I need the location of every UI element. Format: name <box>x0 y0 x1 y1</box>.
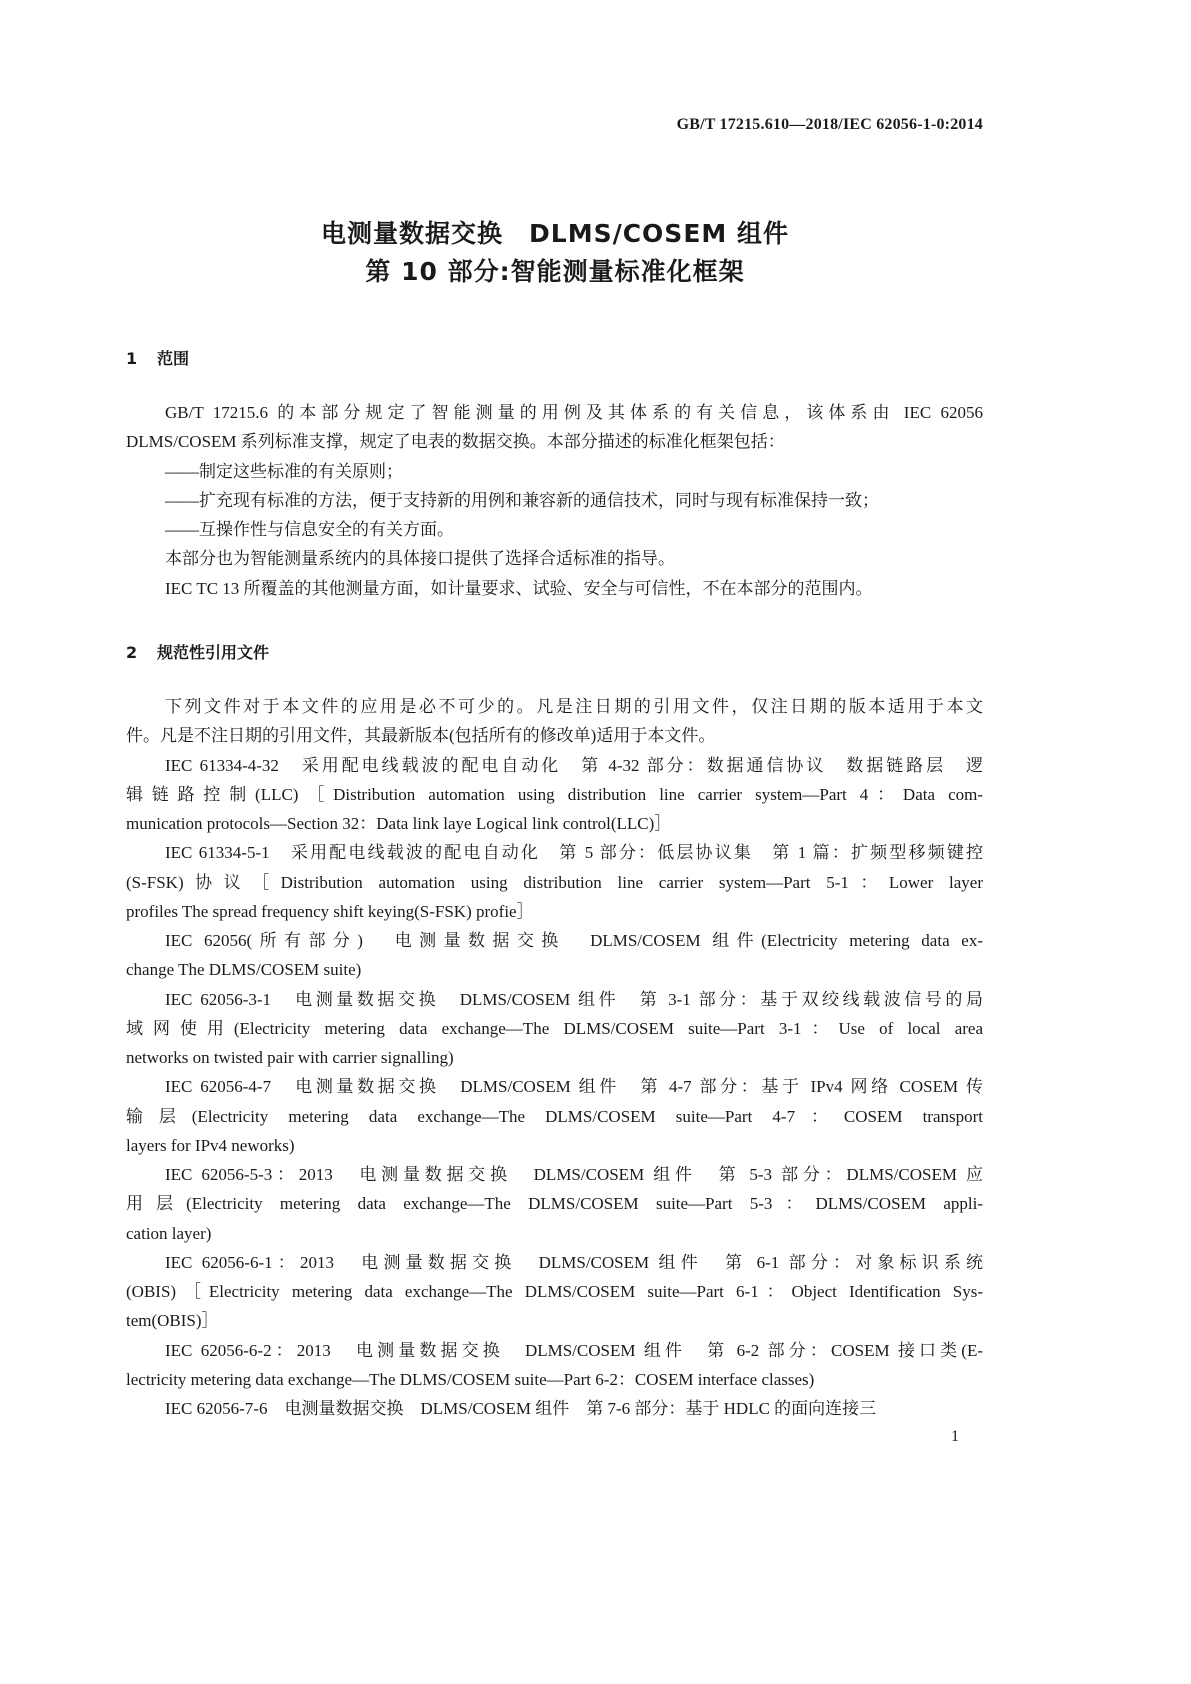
text-line: 下列文件对于本文件的应用是必不可少的。凡是注日期的引用文件，仅注日期的版本适用于本文 <box>165 697 983 716</box>
paragraph <box>126 1160 983 1248</box>
paragraph <box>126 985 983 1073</box>
scope-body <box>126 398 983 603</box>
text-line: 本部分也为智能测量系统内的具体接口提供了选择合适标准的指导。 <box>165 549 675 569</box>
text-line: 域网使用(Electricity metering data exchange—The DLMS/COSEM suite—Part 3-1：Use of local area <box>126 1018 983 1038</box>
text-line: IEC 61334-4-32 采用配电线载波的配电自动化 第 4-32 部分：数据通信协议 数据链路层 逻 <box>165 755 983 775</box>
paragraph <box>126 574 983 603</box>
text-line: layers for IPv4 neworks) <box>126 1135 295 1155</box>
standard-number-header: GB/T 17215.610—2018/IEC 62056-1-0:2014 <box>676 116 983 133</box>
paragraph <box>126 838 983 926</box>
paragraph <box>126 486 983 515</box>
text-line: IEC 62056-5-3：2013 电测量数据交换 DLMS/COSEM 组件 第 5-3 部分：DLMS/COSEM 应 <box>165 1165 983 1184</box>
text-line: IEC 62056-6-1：2013 电测量数据交换 DLMS/COSEM 组件 第 6-1 部分：对象标识系统 <box>165 1252 983 1272</box>
paragraph <box>126 515 983 544</box>
paragraph <box>126 692 983 751</box>
paragraph <box>126 926 983 985</box>
document-title-line-2: 第 10 部分:智能测量标准化框架 <box>365 257 745 286</box>
text-line: (OBIS)［Electricity metering data exchange—The DLMS/COSEM suite—Part 6-1：Object Identification Sys- <box>126 1282 983 1301</box>
document-title-line-1: 电测量数据交换 DLMS/COSEM 组件 <box>321 219 789 248</box>
text-line: IEC 62056-3-1 电测量数据交换 DLMS/COSEM 组件 第 3-1 部分：基于双绞线载波信号的局 <box>165 989 983 1009</box>
paragraph <box>126 457 983 486</box>
text-line: GB/T 17215.6 的本部分规定了智能测量的用例及其体系的有关信息，该体系由 IEC 62056 <box>165 403 983 422</box>
text-line: 输层(Electricity metering data exchange—The DLMS/COSEM suite—Part 4-7：COSEM transport <box>126 1106 983 1126</box>
paragraph <box>126 1072 983 1160</box>
text-line: munication protocols—Section 32：Data link laye Logical link control(LLC)］ <box>126 814 672 833</box>
text-line: ——互操作性与信息安全的有关方面。 <box>165 520 454 539</box>
section-heading-scope: 1 范围 <box>126 349 190 368</box>
paragraph <box>126 1248 983 1336</box>
text-line: cation layer) <box>126 1223 212 1243</box>
text-line: ——扩充现有标准的方法，便于支持新的用例和兼容新的通信技术，同时与现有标准保持一致； <box>165 490 879 510</box>
text-line: lectricity metering data exchange—The DLMS/COSEM suite—Part 6-2：COSEM interface classes) <box>126 1369 815 1389</box>
paragraph <box>126 544 983 573</box>
text-line: 辑链路控制(LLC)［Distribution automation using distribution line carrier system—Part 4：Data com- <box>126 784 983 804</box>
text-line: IEC 62056-6-2：2013 电测量数据交换 DLMS/COSEM 组件 第 6-2 部分：COSEM 接口类(E- <box>165 1340 983 1360</box>
paragraph <box>126 1394 983 1423</box>
text-line: IEC 62056-4-7 电测量数据交换 DLMS/COSEM 组件 第 4-7 部分：基于 IPv4 网络 COSEM 传 <box>165 1077 983 1097</box>
paragraph <box>126 1336 983 1395</box>
text-line: (S-FSK)协议［Distribution automation using distribution line carrier system—Part 5-1：Lower layer <box>126 872 983 892</box>
text-line: networks on twisted pair with carrier signalling) <box>126 1048 454 1067</box>
normative-references-body <box>126 692 983 1423</box>
text-line: 用层(Electricity metering data exchange—The DLMS/COSEM suite—Part 5-3：DLMS/COSEM appli- <box>126 1194 983 1214</box>
page-number: 1 <box>951 1428 959 1445</box>
text-line: 件。凡是不注日期的引用文件，其最新版本(包括所有的修改单)适用于本文件。 <box>126 726 716 746</box>
text-line: IEC TC 13 所覆盖的其他测量方面，如计量要求、试验、安全与可信性，不在本部分的范围内。 <box>165 578 873 598</box>
text-line: profiles The spread frequency shift keying(S-FSK) profie］ <box>126 901 534 921</box>
text-line: DLMS/COSEM 系列标准支撑，规定了电表的数据交换。本部分描述的标准化框架包括： <box>126 432 785 452</box>
text-line: IEC 61334-5-1 采用配电线载波的配电自动化 第 5 部分：低层协议集 第 1 篇：扩频型移频键控 <box>165 843 983 863</box>
paragraph <box>126 751 983 839</box>
section-heading-normative-references: 2 规范性引用文件 <box>126 643 270 662</box>
paragraph <box>126 398 983 457</box>
text-line: ——制定这些标准的有关原则； <box>165 461 403 481</box>
text-line: IEC 62056-7-6 电测量数据交换 DLMS/COSEM 组件 第 7-6 部分：基于 HDLC 的面向连接三 <box>165 1399 877 1418</box>
text-line: change The DLMS/COSEM suite) <box>126 960 362 980</box>
text-line: tem(OBIS)］ <box>126 1311 219 1331</box>
text-line: IEC 62056(所有部分) 电测量数据交换 DLMS/COSEM 组件(Electricity metering data ex- <box>165 931 983 950</box>
